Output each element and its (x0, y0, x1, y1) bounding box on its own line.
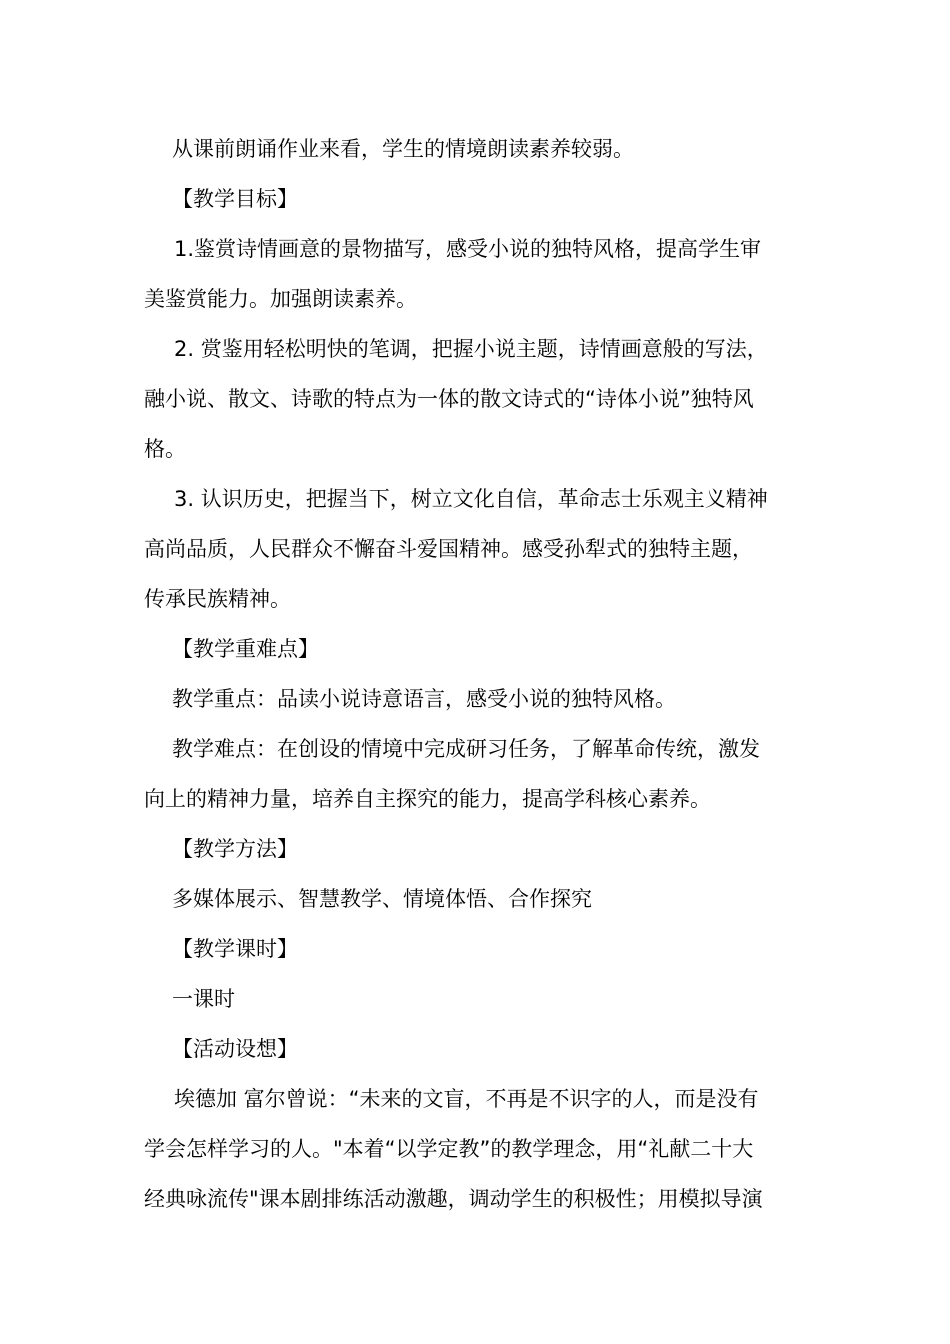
section-heading-key-points: 【教学重难点】 (172, 637, 319, 661)
paragraph-line: 融小说、散文、诗歌的特点为一体的散文诗式的“诗体小说”独特风 (144, 387, 754, 411)
paragraph-line: 多媒体展示、智慧教学、情境体悟、合作探究 (172, 887, 592, 911)
paragraph-line: 3. 认识历史，把握当下，树立文化自信，革命志士乐观主义精神 (174, 487, 768, 511)
paragraph-line: 教学难点：在创设的情境中完成研习任务，了解革命传统，激发 (172, 737, 760, 761)
paragraph-line: 经典咏流传"课本剧排练活动激趣，调动学生的积极性；用模拟导演 (144, 1187, 763, 1211)
paragraph-line: 向上的精神力量，培养自主探究的能力，提高学科核心素养。 (144, 787, 711, 811)
paragraph-line: 美鉴赏能力。加强朗读素养。 (144, 287, 417, 311)
paragraph-line: 从课前朗诵作业来看，学生的情境朗读素养较弱。 (172, 137, 634, 161)
document-body (144, 124, 810, 1224)
paragraph-line: 学会怎样学习的人。"本着“以学定教”的教学理念，用“礼献二十大 (144, 1137, 754, 1161)
paragraph-line: 高尚品质，人民群众不懈奋斗爱国精神。感受孙犁式的独特主题， (144, 537, 753, 561)
section-heading-teaching-methods: 【教学方法】 (172, 837, 298, 861)
paragraph-line: 格。 (144, 437, 186, 461)
paragraph-line: 传承民族精神。 (144, 587, 291, 611)
paragraph-line: 埃德加 富尔曾说：“未来的文盲，不再是不识字的人，而是没有 (174, 1087, 759, 1111)
section-heading-activity-plan: 【活动设想】 (172, 1037, 298, 1061)
paragraph-line: 一课时 (172, 987, 235, 1011)
paragraph-line: 2. 赏鉴用轻松明快的笔调，把握小说主题，诗情画意般的写法， (174, 337, 768, 361)
paragraph-line: 教学重点：品读小说诗意语言，感受小说的独特风格。 (172, 687, 676, 711)
section-heading-teaching-goals: 【教学目标】 (172, 187, 298, 211)
section-heading-class-hours: 【教学课时】 (172, 937, 298, 961)
paragraph-line: 1.鉴赏诗情画意的景物描写，感受小说的独特风格，提高学生审 (174, 237, 762, 261)
